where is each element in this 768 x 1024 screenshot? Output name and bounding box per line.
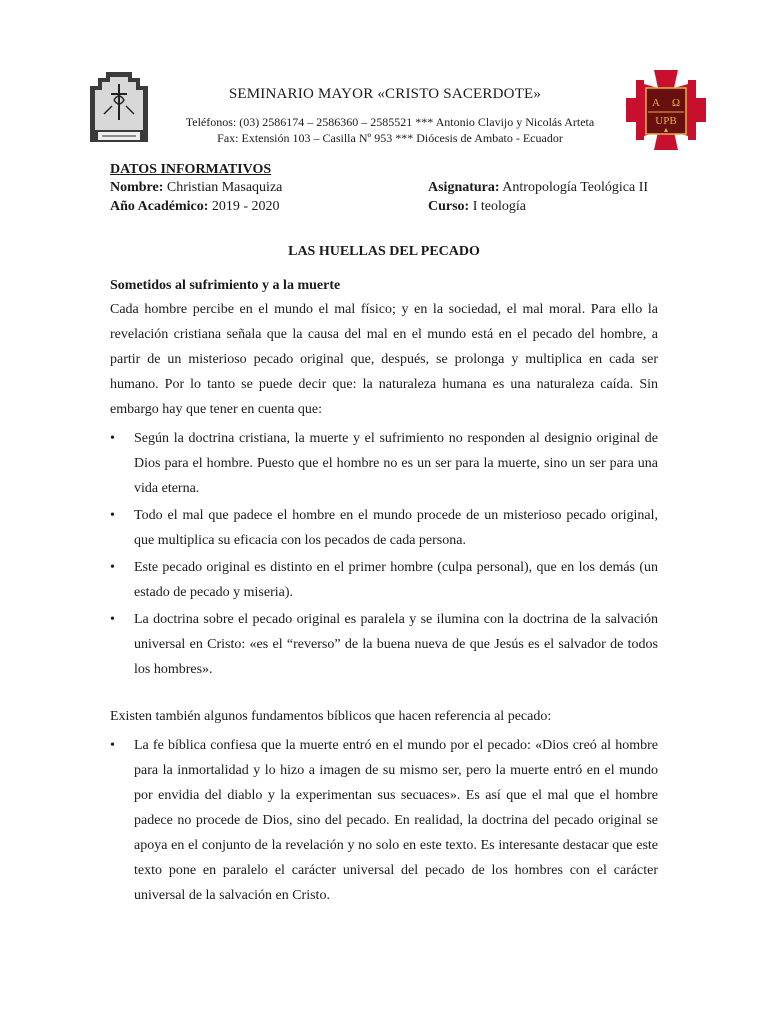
list-item [110, 503, 658, 553]
bullet-icon: • [110, 508, 115, 523]
bullet-icon: • [110, 560, 115, 575]
curso-value: I teología [469, 199, 526, 214]
curso-row [428, 199, 526, 215]
biblical-bullet-list [110, 733, 658, 910]
upb-text: UPB [655, 115, 677, 127]
asignatura-value: Antropología Teológica II [499, 180, 649, 195]
anio-value: 2019 - 2020 [208, 199, 280, 214]
curso-label: Curso: [428, 199, 470, 214]
list-item-text: Este pecado original es distinto en el primer hombre (culpa personal), que en los demás (un estado de pecado y miseria). [134, 560, 658, 600]
contact-fax: Fax: Extensión 103 – Casilla Nº 953 *** Diócesis de Ambato - Ecuador [217, 131, 563, 145]
asignatura-row [428, 180, 648, 196]
nombre-row [110, 180, 282, 196]
document-title: LAS HUELLAS DEL PECADO [288, 244, 480, 259]
list-item [110, 607, 658, 682]
list-item-text: Todo el mal que padece el hombre en el mundo procede de un misterioso pecado original, que multiplica su eficacia con los pecados de cada persona. [134, 508, 658, 548]
bullet-icon: • [110, 431, 115, 446]
list-item-text: La doctrina sobre el pecado original es paralela y se ilumina con la doctrina de la salvación universal en Cristo: «es el “reverso” de la buena nueva de que Jesús es el salvador de todos los hombres». [134, 612, 658, 677]
list-item [110, 426, 658, 501]
anio-label: Año Académico: [110, 199, 209, 214]
nombre-label: Nombre: [110, 180, 164, 195]
datos-informativos-heading: DATOS INFORMATIVOS [110, 162, 272, 177]
bullet-icon: • [110, 738, 115, 753]
upb-cross-logo-icon [626, 70, 706, 150]
nombre-value: Christian Masaquiza [163, 180, 283, 195]
bullet-icon: • [110, 612, 115, 627]
seminary-crest-icon [88, 70, 150, 144]
anio-row [110, 199, 280, 215]
list-item [110, 733, 658, 908]
paragraph-biblical: Existen también algunos fundamentos bíblicos que hacen referencia al pecado: [110, 709, 552, 724]
list-item-text: La fe bíblica confiesa que la muerte entró en el mundo por el pecado: «Dios creó al hombre para la inmortalidad y lo hizo a imagen de su mismo ser, pero la muerte entró en el mundo por envidia del diablo y la experimentan sus secuaces». Es así que el mal que el hombre padece no procede de Dios, sino del pecado. En realidad, la doctrina del pecado original se apoya en el conjunto de la revelación y no solo en este texto. Es interesante destacar que este texto pone en paralelo el carácter universal del pecado de los hombres con el carácter universal de la salvación en Cristo. [134, 738, 658, 903]
list-item-text: Según la doctrina cristiana, la muerte y el sufrimiento no responden al designio original de Dios para el hombre. Puesto que el hombre no es un ser para la muerte, sino un ser para una vida eterna. [134, 431, 658, 496]
doctrine-bullet-list [110, 426, 658, 684]
list-item [110, 555, 658, 605]
paragraph-intro: Cada hombre percibe en el mundo el mal físico; y en la sociedad, el mal moral. Para ello la revelación cristiana señala que la causa del mal en el mundo está en el pecado del hombre, a partir de un misterioso pecado original que, después, se prolonga y multiplica en cada ser humano. Por lo tanto se puede decir que: la naturaleza humana es una naturaleza caída. Sin embargo hay que tener en cuenta que: [110, 302, 658, 417]
omega-letter: Ω [671, 97, 681, 109]
seminary-title: SEMINARIO MAYOR «CRISTO SACERDOTE» [228, 86, 542, 102]
alpha-letter: A [652, 97, 660, 109]
section-title: Sometidos al sufrimiento y a la muerte [110, 278, 341, 293]
asignatura-label: Asignatura: [428, 180, 500, 195]
contact-phones: Teléfonos: (03) 2586174 – 2586360 – 2585521 *** Antonio Clavijo y Nicolás Arteta [185, 115, 595, 129]
